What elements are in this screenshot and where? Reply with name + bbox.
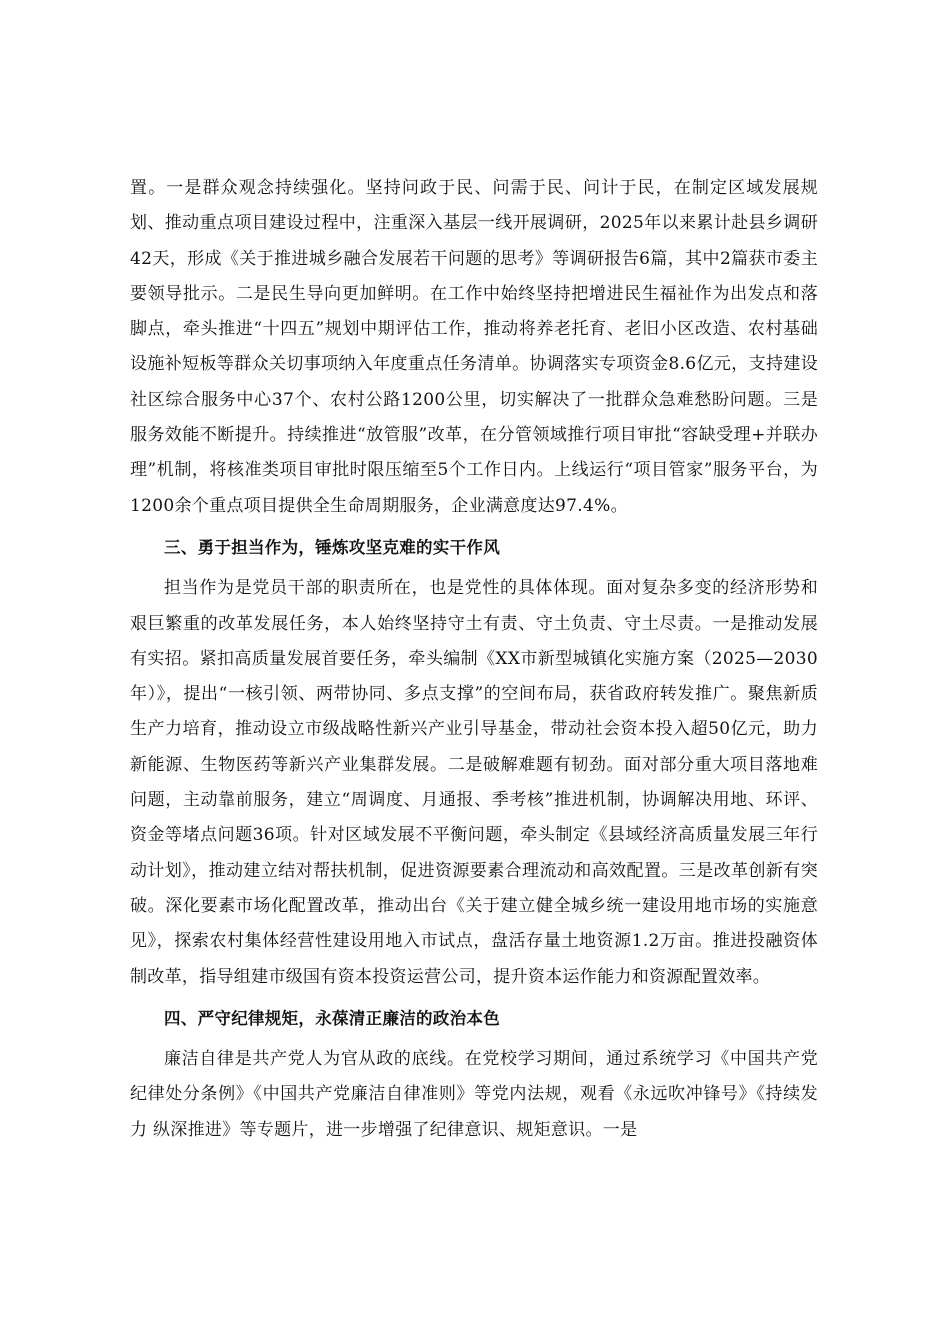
- document-page: [130, 171, 818, 1148]
- body-paragraph-1: 置。一是群众观念持续强化。坚持问政于民、问需于民、问计于民，在制定区域发展规划、推动重点项目建设过程中，注重深入基层一线开展调研，2025年以来累计赴县乡调研42天，形成《关于推进城乡融合发展若干问题的思考》等调研报告6篇，其中2篇获市委主要领导批示。二是民生导向更加鲜明。在工作中始终坚持把增进民生福祉作为出发点和落脚点，牵头推进“十四五”规划中期评估工作，推动将养老托育、老旧小区改造、农村基础设施补短板等群众关切事项纳入年度重点任务清单。协调落实专项资金8.6亿元，支持建设社区综合服务中心37个、农村公路1200公里，切实解决了一批群众急难愁盼问题。三是服务效能不断提升。持续推进“放管服”改革，在分管领域推行项目审批“容缺受理+并联办理”机制，将核准类项目审批时限压缩至5个工作日内。上线运行“项目管家”服务平台，为1200余个重点项目提供全生命周期服务，企业满意度达97.4%。: [130, 178, 818, 516]
- section-heading-3: 三、勇于担当作为，锤炼攻坚克难的实干作风: [164, 537, 500, 557]
- body-paragraph-3: 廉洁自律是共产党人为官从政的底线。在党校学习期间，通过系统学习《中国共产党纪律处分条例》《中国共产党廉洁自律准则》等党内法规，观看《永远吹冲锋号》《持续发力 纵深推进》等专题片，进一步增强了纪律意识、规矩意识。一是: [130, 1049, 818, 1140]
- section-heading-4: 四、严守纪律规矩，永葆清正廉洁的政治本色: [164, 1008, 500, 1028]
- body-paragraph-2: 担当作为是党员干部的职责所在，也是党性的具体体现。面对复杂多变的经济形势和艰巨繁重的改革发展任务，本人始终坚持守土有责、守土负责、守土尽责。一是推动发展有实招。紧扣高质量发展首要任务，牵头编制《XX市新型城镇化实施方案（2025—2030年）》，提出“一核引领、两带协同、多点支撑”的空间布局，获省政府转发推广。聚焦新质生产力培育，推动设立市级战略性新兴产业引导基金，带动社会资本投入超50亿元，助力新能源、生物医药等新兴产业集群发展。二是破解难题有韧劲。面对部分重大项目落地难问题，主动靠前服务，建立“周调度、月通报、季考核”推进机制，协调解决用地、环评、资金等堵点问题36项。针对区域发展不平衡问题，牵头制定《县域经济高质量发展三年行动计划》，推动建立结对帮扶机制，促进资源要素合理流动和高效配置。三是改革创新有突破。深化要素市场化配置改革，推动出台《关于建立健全城乡统一建设用地市场的实施意见》，探索农村集体经营性建设用地入市试点，盘活存量土地资源1.2万亩。推进投融资体制改革，指导组建市级国有资本投资运营公司，提升资本运作能力和资源配置效率。: [130, 578, 818, 987]
